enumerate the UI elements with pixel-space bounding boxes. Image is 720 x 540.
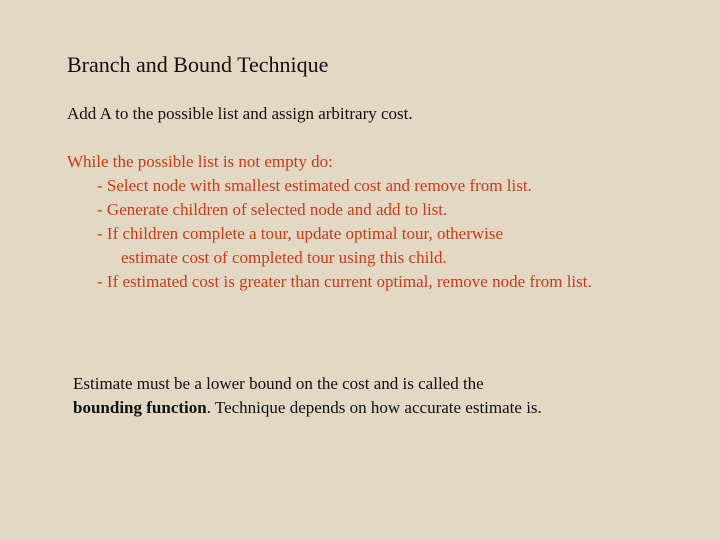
note-line-2	[73, 396, 542, 420]
algorithm-step-generate: - Generate children of selected node and add to list.	[97, 200, 448, 219]
algorithm-block	[67, 150, 592, 294]
bounding-function-term: bounding function	[73, 398, 207, 417]
algorithm-step-complete-continued: estimate cost of completed tour using this child.	[121, 248, 447, 267]
algorithm-step-complete: - If children complete a tour, update optimal tour, otherwise	[97, 224, 504, 243]
note-line-1: Estimate must be a lower bound on the cost and is called the	[73, 374, 484, 393]
slide-title: Branch and Bound Technique	[67, 52, 329, 77]
algorithm-step-select: - Select node with smallest estimated cost and remove from list.	[97, 176, 532, 195]
note-block	[73, 372, 542, 420]
note-line-2-rest: . Technique depends on how accurate estimate is.	[206, 398, 542, 417]
intro-text: Add A to the possible list and assign arbitrary cost.	[67, 104, 413, 123]
algorithm-step-prune: - If estimated cost is greater than current optimal, remove node from list.	[97, 272, 592, 291]
algorithm-header: While the possible list is not empty do:	[67, 152, 333, 171]
